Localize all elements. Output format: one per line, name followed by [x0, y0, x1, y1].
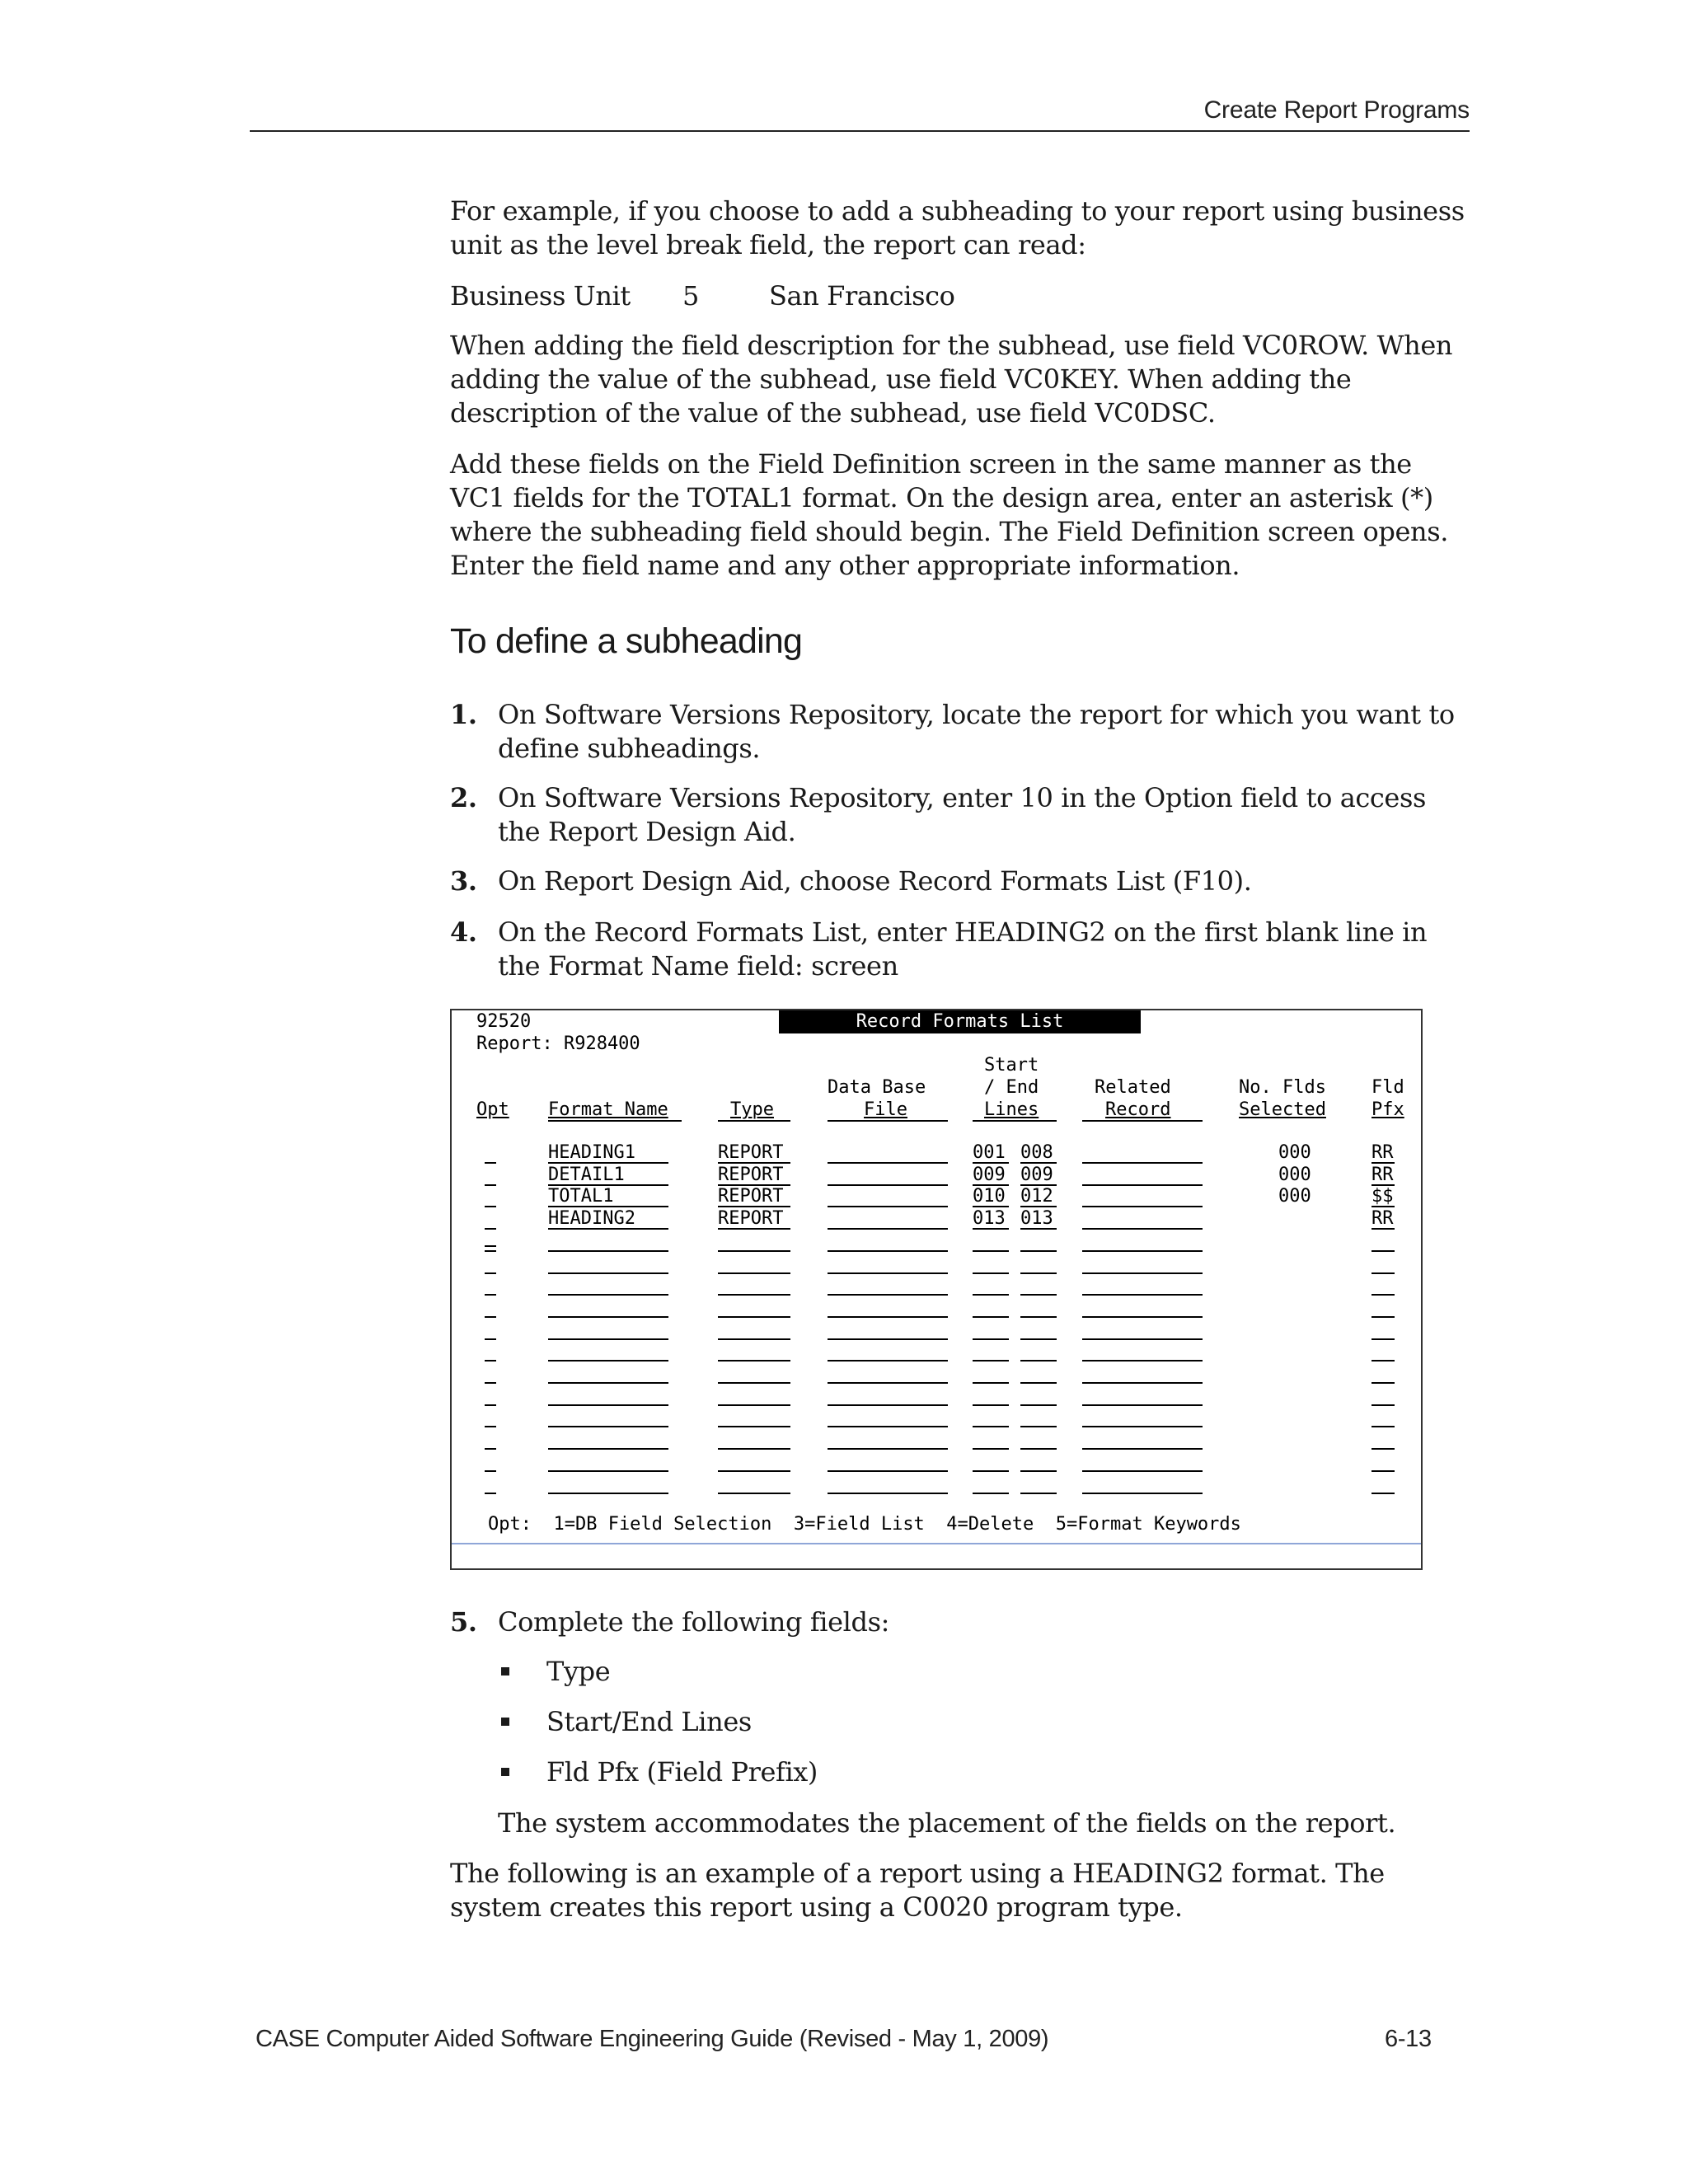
type-field[interactable]: REPORT: [718, 1142, 784, 1163]
type-field[interactable]: REPORT: [718, 1164, 784, 1185]
related-record-field[interactable]: [1082, 1250, 1203, 1252]
step-text: Complete the following fields:: [498, 1606, 889, 1638]
format-name-field[interactable]: HEADING1: [548, 1142, 635, 1163]
related-record-field[interactable]: [1082, 1294, 1203, 1296]
start-line-underline[interactable]: [973, 1162, 1009, 1164]
end-line-field[interactable]: 012: [1020, 1186, 1053, 1207]
field-prefix-field[interactable]: RR: [1372, 1208, 1394, 1230]
fields-selected-value[interactable]: 000: [1278, 1142, 1311, 1163]
col-related-2: Record: [1105, 1099, 1171, 1120]
type-underline[interactable]: [718, 1184, 790, 1186]
related-record-field[interactable]: [1082, 1316, 1203, 1318]
type-underline[interactable]: [718, 1493, 790, 1494]
related-record-field[interactable]: [1082, 1206, 1203, 1207]
related-record-field[interactable]: [1082, 1382, 1203, 1384]
step-text: On the Record Formats List, enter HEADING2 on the first blank line in the Format Name field: screen: [498, 916, 1428, 982]
database-file-field[interactable]: [828, 1448, 948, 1450]
end-line-underline[interactable]: [1020, 1448, 1057, 1450]
database-file-field[interactable]: [828, 1272, 948, 1274]
col-lines-1: Start: [984, 1055, 1039, 1076]
format-name-underline[interactable]: [548, 1206, 668, 1207]
field-prefix-underline[interactable]: [1372, 1448, 1395, 1450]
format-name-field[interactable]: TOTAL1: [548, 1186, 614, 1207]
col-dbfile-1: Data Base: [828, 1077, 926, 1098]
step-text: On Report Design Aid, choose Record Formats List (F10).: [498, 865, 1252, 897]
col-nflds-2: Selected: [1239, 1099, 1326, 1120]
col-nflds-1: No. Flds: [1239, 1077, 1326, 1098]
end-line-underline[interactable]: [1020, 1426, 1057, 1427]
end-line-field[interactable]: 009: [1020, 1164, 1053, 1185]
start-line-underline[interactable]: [973, 1316, 1009, 1318]
format-name-underline[interactable]: [548, 1426, 668, 1427]
format-name-underline[interactable]: [548, 1360, 668, 1361]
col-opt: Opt: [476, 1099, 509, 1120]
type-underline[interactable]: [718, 1162, 790, 1164]
field-prefix-underline[interactable]: [1372, 1272, 1395, 1274]
option-field[interactable]: [485, 1294, 496, 1296]
step-number: 4.: [450, 916, 477, 948]
database-file-field[interactable]: [828, 1184, 948, 1186]
format-name-underline[interactable]: [548, 1493, 668, 1494]
page-number: 6-13: [1385, 2026, 1432, 2052]
database-file-field[interactable]: [828, 1206, 948, 1207]
report-label: Report: R928400: [476, 1033, 640, 1054]
field-prefix-underline[interactable]: [1372, 1162, 1395, 1164]
step-number: 5.: [450, 1606, 477, 1638]
start-line-underline[interactable]: [973, 1382, 1009, 1384]
procedure-heading: To define a subheading: [450, 621, 803, 661]
database-file-field[interactable]: [828, 1250, 948, 1252]
type-underline[interactable]: [718, 1316, 790, 1318]
end-line-underline[interactable]: [1020, 1360, 1057, 1361]
format-name-underline[interactable]: [548, 1228, 668, 1230]
field-prefix-underline[interactable]: [1372, 1404, 1395, 1406]
field-prefix-underline[interactable]: [1372, 1426, 1395, 1427]
related-record-field[interactable]: [1082, 1404, 1203, 1406]
option-field[interactable]: [485, 1493, 496, 1494]
related-record-field[interactable]: [1082, 1272, 1203, 1274]
intro-paragraph-1: For example, if you choose to add a subheading to your report using business unit as the level break field, the report can read:: [450, 195, 1465, 260]
option-field[interactable]: [485, 1184, 496, 1186]
option-field[interactable]: [485, 1250, 496, 1252]
field-prefix-field[interactable]: RR: [1372, 1142, 1394, 1163]
database-file-field[interactable]: [828, 1382, 948, 1384]
start-line-field[interactable]: 010: [973, 1186, 1006, 1207]
running-header: Create Report Programs: [1203, 96, 1470, 124]
option-field[interactable]: [485, 1162, 496, 1164]
start-line-underline[interactable]: [973, 1294, 1009, 1296]
format-name-underline[interactable]: [548, 1272, 668, 1274]
end-line-underline[interactable]: [1020, 1184, 1057, 1186]
field-prefix-field[interactable]: $$: [1372, 1186, 1394, 1207]
step-number: 1.: [450, 699, 477, 730]
start-line-field[interactable]: 009: [973, 1164, 1006, 1185]
related-record-field[interactable]: [1082, 1338, 1203, 1340]
col-lines-2: / End: [984, 1077, 1039, 1098]
type-underline[interactable]: [718, 1382, 790, 1384]
bullet-square-icon: [501, 1768, 509, 1776]
format-name-underline[interactable]: [548, 1470, 668, 1472]
field-prefix-underline[interactable]: [1372, 1316, 1395, 1318]
col-format-name: Format Name: [548, 1099, 668, 1120]
related-record-field[interactable]: [1082, 1162, 1203, 1164]
end-line-underline[interactable]: [1020, 1228, 1057, 1230]
option-field[interactable]: [485, 1382, 496, 1384]
start-line-field[interactable]: 001: [973, 1142, 1006, 1163]
field-prefix-underline[interactable]: [1372, 1338, 1395, 1340]
related-record-field[interactable]: [1082, 1426, 1203, 1427]
field-prefix-underline[interactable]: [1372, 1470, 1395, 1472]
col-pfx-1: Fld: [1372, 1077, 1404, 1098]
end-line-underline[interactable]: [1020, 1493, 1057, 1494]
col-lines-3: Lines: [984, 1099, 1039, 1120]
end-line-underline[interactable]: [1020, 1382, 1057, 1384]
field-prefix-underline[interactable]: [1372, 1228, 1395, 1230]
screen-id: 92520: [476, 1011, 532, 1032]
end-line-field[interactable]: 013: [1020, 1208, 1053, 1230]
field-prefix-underline[interactable]: [1372, 1382, 1395, 1384]
col-dbfile-2: File: [864, 1099, 907, 1120]
field-prefix-underline[interactable]: [1372, 1250, 1395, 1252]
format-name-underline[interactable]: [548, 1382, 668, 1384]
step-text: On Software Versions Repository, enter 10 in the Option field to access the Report Design Aid.: [498, 782, 1427, 847]
start-line-underline[interactable]: [973, 1470, 1009, 1472]
format-name-field[interactable]: DETAIL1: [548, 1164, 625, 1185]
start-line-underline[interactable]: [973, 1360, 1009, 1361]
related-record-field[interactable]: [1082, 1470, 1203, 1472]
start-line-underline[interactable]: [973, 1338, 1009, 1340]
related-record-field[interactable]: [1082, 1448, 1203, 1450]
col-related-1: Related: [1095, 1077, 1171, 1098]
related-record-field[interactable]: [1082, 1360, 1203, 1361]
database-file-field[interactable]: [828, 1162, 948, 1164]
col-pfx-2: Pfx: [1372, 1099, 1404, 1120]
option-field[interactable]: [485, 1316, 496, 1318]
start-line-underline[interactable]: [973, 1272, 1009, 1274]
start-line-underline[interactable]: [973, 1250, 1009, 1252]
related-record-field[interactable]: [1082, 1228, 1203, 1230]
end-line-underline[interactable]: [1020, 1206, 1057, 1207]
format-name-underline[interactable]: [548, 1294, 668, 1296]
type-underline[interactable]: [718, 1250, 790, 1252]
options-line: Opt: 1=DB Field Selection 3=Field List 4=Delete 5=Format Keywords: [488, 1514, 1241, 1535]
end-line-underline[interactable]: [1020, 1294, 1057, 1296]
database-file-field[interactable]: [828, 1404, 948, 1406]
database-file-field[interactable]: [828, 1360, 948, 1361]
step-text: On Software Versions Repository, locate the report for which you want to define subheadings.: [498, 699, 1455, 764]
step-number: 2.: [450, 782, 477, 813]
start-line-underline[interactable]: [973, 1493, 1009, 1494]
option-field[interactable]: [485, 1360, 496, 1361]
end-line-underline[interactable]: [1020, 1316, 1057, 1318]
format-name-underline[interactable]: [548, 1316, 668, 1318]
record-formats-list-screen: [450, 1009, 1423, 1570]
end-line-underline[interactable]: [1020, 1470, 1057, 1472]
start-line-underline[interactable]: [973, 1206, 1009, 1207]
col-type: Type: [730, 1099, 774, 1120]
option-field[interactable]: [485, 1272, 496, 1274]
end-line-underline[interactable]: [1020, 1338, 1057, 1340]
field-prefix-underline[interactable]: [1372, 1360, 1395, 1361]
footer-title: CASE Computer Aided Software Engineering Guide (Revised - May 1, 2009): [256, 2026, 1049, 2052]
option-field[interactable]: [485, 1206, 496, 1207]
intro-paragraph-3: Add these fields on the Field Definition screen in the same manner as the VC1 fields for the TOTAL1 format. On the design area, enter an asterisk (*) where the subheading field should begin. The Field Definition screen opens. Enter the field name and any other appropriate information.: [450, 448, 1449, 581]
end-line-underline[interactable]: [1020, 1404, 1057, 1406]
format-name-field[interactable]: HEADING2: [548, 1208, 635, 1230]
field-prefix-field[interactable]: RR: [1372, 1164, 1394, 1185]
database-file-field[interactable]: [828, 1426, 948, 1427]
format-name-underline[interactable]: [548, 1404, 668, 1406]
type-field[interactable]: REPORT: [718, 1208, 784, 1230]
type-underline[interactable]: [718, 1228, 790, 1230]
database-file-field[interactable]: [828, 1338, 948, 1340]
bullet-square-icon: [501, 1667, 509, 1675]
field-prefix-underline[interactable]: [1372, 1184, 1395, 1186]
format-name-underline[interactable]: [548, 1338, 668, 1340]
option-field[interactable]: [485, 1448, 496, 1450]
type-underline[interactable]: [718, 1448, 790, 1450]
end-line-underline[interactable]: [1020, 1162, 1057, 1164]
end-line-underline[interactable]: [1020, 1272, 1057, 1274]
option-field[interactable]: [485, 1426, 496, 1427]
type-underline[interactable]: [718, 1404, 790, 1406]
option-field[interactable]: [485, 1470, 496, 1472]
type-underline[interactable]: [718, 1426, 790, 1427]
database-file-field[interactable]: [828, 1316, 948, 1318]
format-name-underline[interactable]: [548, 1448, 668, 1450]
format-name-underline[interactable]: [548, 1184, 668, 1186]
type-underline[interactable]: [718, 1470, 790, 1472]
header-rule: [250, 130, 1470, 132]
example-value: San Francisco: [769, 280, 955, 312]
option-field-cursor[interactable]: [485, 1245, 496, 1247]
database-file-field[interactable]: [828, 1493, 948, 1494]
database-file-field[interactable]: [828, 1470, 948, 1472]
example-label: Business Unit: [450, 280, 631, 312]
field-prefix-underline[interactable]: [1372, 1294, 1395, 1296]
start-line-underline[interactable]: [973, 1448, 1009, 1450]
intro-paragraph-2: When adding the field description for the subhead, use field VC0ROW. When adding the value of the subhead, use field VC0KEY. When adding the description of the value of the subhead, use field VC0DSC.: [450, 330, 1453, 429]
type-field[interactable]: REPORT: [718, 1186, 784, 1207]
database-file-field[interactable]: [828, 1294, 948, 1296]
command-line-divider: [452, 1543, 1421, 1544]
start-line-underline[interactable]: [973, 1184, 1009, 1186]
option-field[interactable]: [485, 1228, 496, 1230]
format-name-underline[interactable]: [548, 1250, 668, 1252]
example-number: 5: [682, 280, 699, 312]
start-line-field[interactable]: 013: [973, 1208, 1006, 1230]
fields-selected-value[interactable]: 000: [1278, 1186, 1311, 1207]
database-file-field[interactable]: [828, 1228, 948, 1230]
bullet-square-icon: [501, 1718, 509, 1726]
option-field[interactable]: [485, 1404, 496, 1406]
type-underline[interactable]: [718, 1294, 790, 1296]
end-line-underline[interactable]: [1020, 1250, 1057, 1252]
fields-selected-value[interactable]: 000: [1278, 1164, 1311, 1185]
related-record-field[interactable]: [1082, 1493, 1203, 1494]
field-prefix-underline[interactable]: [1372, 1493, 1395, 1494]
type-underline[interactable]: [718, 1272, 790, 1274]
type-underline[interactable]: [718, 1338, 790, 1340]
type-underline[interactable]: [718, 1206, 790, 1207]
format-name-underline[interactable]: [548, 1162, 668, 1164]
end-line-field[interactable]: 008: [1020, 1142, 1053, 1163]
field-prefix-underline[interactable]: [1372, 1206, 1395, 1207]
option-field[interactable]: [485, 1338, 496, 1340]
screen-title: Record Formats List: [779, 1010, 1141, 1033]
step-number: 3.: [450, 865, 477, 897]
start-line-underline[interactable]: [973, 1426, 1009, 1427]
related-record-field[interactable]: [1082, 1184, 1203, 1186]
type-underline[interactable]: [718, 1360, 790, 1361]
start-line-underline[interactable]: [973, 1228, 1009, 1230]
start-line-underline[interactable]: [973, 1404, 1009, 1406]
